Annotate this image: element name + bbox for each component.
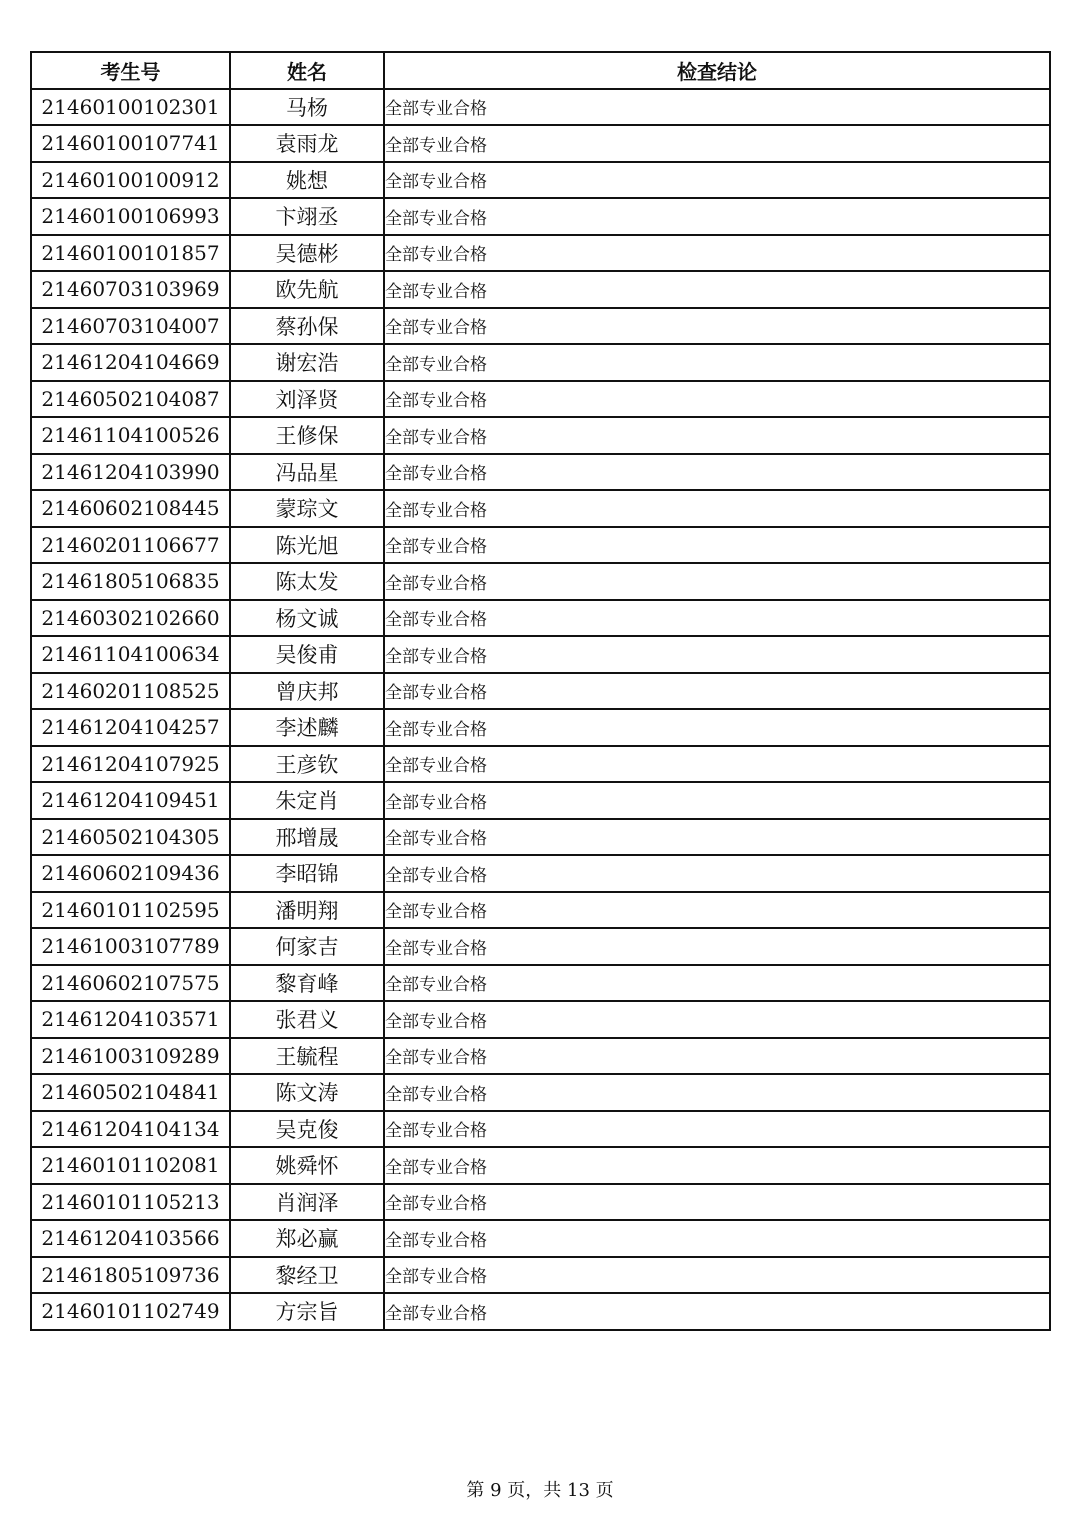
cell-name: 邢增晟 bbox=[230, 819, 384, 856]
table-row bbox=[31, 965, 1050, 1002]
cell-result: 全部专业合格 bbox=[384, 271, 1050, 308]
table-row bbox=[31, 89, 1050, 126]
cell-name: 蔡孙保 bbox=[230, 308, 384, 345]
cell-exam-id: 21461204104257 bbox=[31, 709, 230, 746]
cell-result: 全部专业合格 bbox=[384, 1147, 1050, 1184]
cell-exam-id: 21461805109736 bbox=[31, 1257, 230, 1294]
cell-exam-id: 21460502104087 bbox=[31, 381, 230, 418]
cell-name: 谢宏浩 bbox=[230, 344, 384, 381]
table-row bbox=[31, 308, 1050, 345]
table-row bbox=[31, 855, 1050, 892]
cell-exam-id: 21460101102595 bbox=[31, 892, 230, 929]
cell-exam-id: 21461104100526 bbox=[31, 417, 230, 454]
cell-exam-id: 21460602109436 bbox=[31, 855, 230, 892]
cell-exam-id: 21460101102749 bbox=[31, 1293, 230, 1330]
cell-result: 全部专业合格 bbox=[384, 746, 1050, 783]
table-row bbox=[31, 344, 1050, 381]
cell-name: 李述麟 bbox=[230, 709, 384, 746]
cell-name: 曾庆邦 bbox=[230, 673, 384, 710]
table-row bbox=[31, 1038, 1050, 1075]
cell-result: 全部专业合格 bbox=[384, 308, 1050, 345]
cell-result: 全部专业合格 bbox=[384, 125, 1050, 162]
cell-name: 姚想 bbox=[230, 162, 384, 199]
cell-result: 全部专业合格 bbox=[384, 1220, 1050, 1257]
table-row bbox=[31, 417, 1050, 454]
table-row bbox=[31, 928, 1050, 965]
cell-exam-id: 21460703104007 bbox=[31, 308, 230, 345]
cell-exam-id: 21460602107575 bbox=[31, 965, 230, 1002]
cell-name: 王修保 bbox=[230, 417, 384, 454]
cell-result: 全部专业合格 bbox=[384, 600, 1050, 637]
cell-name: 朱定肖 bbox=[230, 782, 384, 819]
table-row bbox=[31, 235, 1050, 272]
table-row bbox=[31, 1184, 1050, 1221]
cell-exam-id: 21460100102301 bbox=[31, 89, 230, 126]
cell-name: 何家吉 bbox=[230, 928, 384, 965]
cell-result: 全部专业合格 bbox=[384, 490, 1050, 527]
cell-name: 刘泽贤 bbox=[230, 381, 384, 418]
cell-result: 全部专业合格 bbox=[384, 1111, 1050, 1148]
cell-name: 张君义 bbox=[230, 1001, 384, 1038]
cell-exam-id: 21461204103566 bbox=[31, 1220, 230, 1257]
table-row bbox=[31, 1220, 1050, 1257]
cell-exam-id: 21460502104841 bbox=[31, 1074, 230, 1111]
cell-name: 吴德彬 bbox=[230, 235, 384, 272]
results-table bbox=[30, 51, 1051, 1331]
table-row bbox=[31, 563, 1050, 600]
cell-result: 全部专业合格 bbox=[384, 782, 1050, 819]
table-row bbox=[31, 1074, 1050, 1111]
table-row bbox=[31, 892, 1050, 929]
cell-name: 王毓程 bbox=[230, 1038, 384, 1075]
cell-exam-id: 21460502104305 bbox=[31, 819, 230, 856]
table-row bbox=[31, 782, 1050, 819]
table-row bbox=[31, 1001, 1050, 1038]
cell-name: 潘明翔 bbox=[230, 892, 384, 929]
cell-exam-id: 21461204103571 bbox=[31, 1001, 230, 1038]
table-row bbox=[31, 490, 1050, 527]
table-row bbox=[31, 527, 1050, 564]
table-row bbox=[31, 125, 1050, 162]
cell-result: 全部专业合格 bbox=[384, 162, 1050, 199]
cell-name: 姚舜怀 bbox=[230, 1147, 384, 1184]
cell-name: 黎经卫 bbox=[230, 1257, 384, 1294]
table-row bbox=[31, 454, 1050, 491]
cell-name: 郑必赢 bbox=[230, 1220, 384, 1257]
cell-exam-id: 21461104100634 bbox=[31, 636, 230, 673]
cell-result: 全部专业合格 bbox=[384, 892, 1050, 929]
cell-name: 吴俊甫 bbox=[230, 636, 384, 673]
cell-result: 全部专业合格 bbox=[384, 965, 1050, 1002]
cell-exam-id: 21460100100912 bbox=[31, 162, 230, 199]
cell-name: 吴克俊 bbox=[230, 1111, 384, 1148]
cell-exam-id: 21460100107741 bbox=[31, 125, 230, 162]
table-row bbox=[31, 198, 1050, 235]
cell-name: 袁雨龙 bbox=[230, 125, 384, 162]
cell-name: 杨文诚 bbox=[230, 600, 384, 637]
cell-exam-id: 21460201108525 bbox=[31, 673, 230, 710]
cell-exam-id: 21460101102081 bbox=[31, 1147, 230, 1184]
cell-exam-id: 21460201106677 bbox=[31, 527, 230, 564]
table-row bbox=[31, 1111, 1050, 1148]
cell-result: 全部专业合格 bbox=[384, 1293, 1050, 1330]
cell-exam-id: 21461805106835 bbox=[31, 563, 230, 600]
cell-name: 方宗旨 bbox=[230, 1293, 384, 1330]
cell-result: 全部专业合格 bbox=[384, 1001, 1050, 1038]
cell-result: 全部专业合格 bbox=[384, 527, 1050, 564]
cell-result: 全部专业合格 bbox=[384, 819, 1050, 856]
table-row bbox=[31, 1293, 1050, 1330]
header-name: 姓名 bbox=[230, 52, 384, 89]
cell-result: 全部专业合格 bbox=[384, 454, 1050, 491]
cell-result: 全部专业合格 bbox=[384, 928, 1050, 965]
cell-result: 全部专业合格 bbox=[384, 673, 1050, 710]
cell-result: 全部专业合格 bbox=[384, 89, 1050, 126]
cell-result: 全部专业合格 bbox=[384, 1184, 1050, 1221]
table-row bbox=[31, 673, 1050, 710]
cell-result: 全部专业合格 bbox=[384, 1038, 1050, 1075]
page-number: 第 9 页，共 13 页 bbox=[466, 1480, 614, 1501]
cell-name: 冯品星 bbox=[230, 454, 384, 491]
header-exam-id: 考生号 bbox=[31, 52, 230, 89]
table-row bbox=[31, 271, 1050, 308]
cell-result: 全部专业合格 bbox=[384, 636, 1050, 673]
header-result: 检查结论 bbox=[384, 52, 1050, 89]
cell-exam-id: 21460302102660 bbox=[31, 600, 230, 637]
table-row bbox=[31, 636, 1050, 673]
cell-result: 全部专业合格 bbox=[384, 709, 1050, 746]
cell-exam-id: 21461003109289 bbox=[31, 1038, 230, 1075]
table-row bbox=[31, 162, 1050, 199]
table-row bbox=[31, 1257, 1050, 1294]
cell-exam-id: 21461204104134 bbox=[31, 1111, 230, 1148]
cell-exam-id: 21461204104669 bbox=[31, 344, 230, 381]
cell-result: 全部专业合格 bbox=[384, 198, 1050, 235]
cell-exam-id: 21461204109451 bbox=[31, 782, 230, 819]
table-row bbox=[31, 709, 1050, 746]
cell-result: 全部专业合格 bbox=[384, 344, 1050, 381]
cell-exam-id: 21461003107789 bbox=[31, 928, 230, 965]
cell-name: 李昭锦 bbox=[230, 855, 384, 892]
cell-result: 全部专业合格 bbox=[384, 417, 1050, 454]
cell-name: 肖润泽 bbox=[230, 1184, 384, 1221]
table-row bbox=[31, 600, 1050, 637]
cell-name: 欧先航 bbox=[230, 271, 384, 308]
cell-name: 王彦钦 bbox=[230, 746, 384, 783]
cell-result: 全部专业合格 bbox=[384, 563, 1050, 600]
cell-result: 全部专业合格 bbox=[384, 1074, 1050, 1111]
cell-result: 全部专业合格 bbox=[384, 1257, 1050, 1294]
cell-exam-id: 21460101105213 bbox=[31, 1184, 230, 1221]
cell-name: 马杨 bbox=[230, 89, 384, 126]
table-row bbox=[31, 1147, 1050, 1184]
cell-exam-id: 21460100101857 bbox=[31, 235, 230, 272]
cell-name: 卞翊丞 bbox=[230, 198, 384, 235]
cell-result: 全部专业合格 bbox=[384, 235, 1050, 272]
cell-name: 黎育峰 bbox=[230, 965, 384, 1002]
cell-name: 陈光旭 bbox=[230, 527, 384, 564]
cell-exam-id: 21461204107925 bbox=[31, 746, 230, 783]
table-header-row bbox=[31, 52, 1050, 89]
cell-name: 蒙琮文 bbox=[230, 490, 384, 527]
cell-result: 全部专业合格 bbox=[384, 855, 1050, 892]
table-row bbox=[31, 381, 1050, 418]
table-row bbox=[31, 819, 1050, 856]
table-row bbox=[31, 746, 1050, 783]
cell-exam-id: 21460100106993 bbox=[31, 198, 230, 235]
cell-exam-id: 21461204103990 bbox=[31, 454, 230, 491]
cell-name: 陈太发 bbox=[230, 563, 384, 600]
cell-exam-id: 21460602108445 bbox=[31, 490, 230, 527]
cell-result: 全部专业合格 bbox=[384, 381, 1050, 418]
cell-name: 陈文涛 bbox=[230, 1074, 384, 1111]
cell-exam-id: 21460703103969 bbox=[31, 271, 230, 308]
